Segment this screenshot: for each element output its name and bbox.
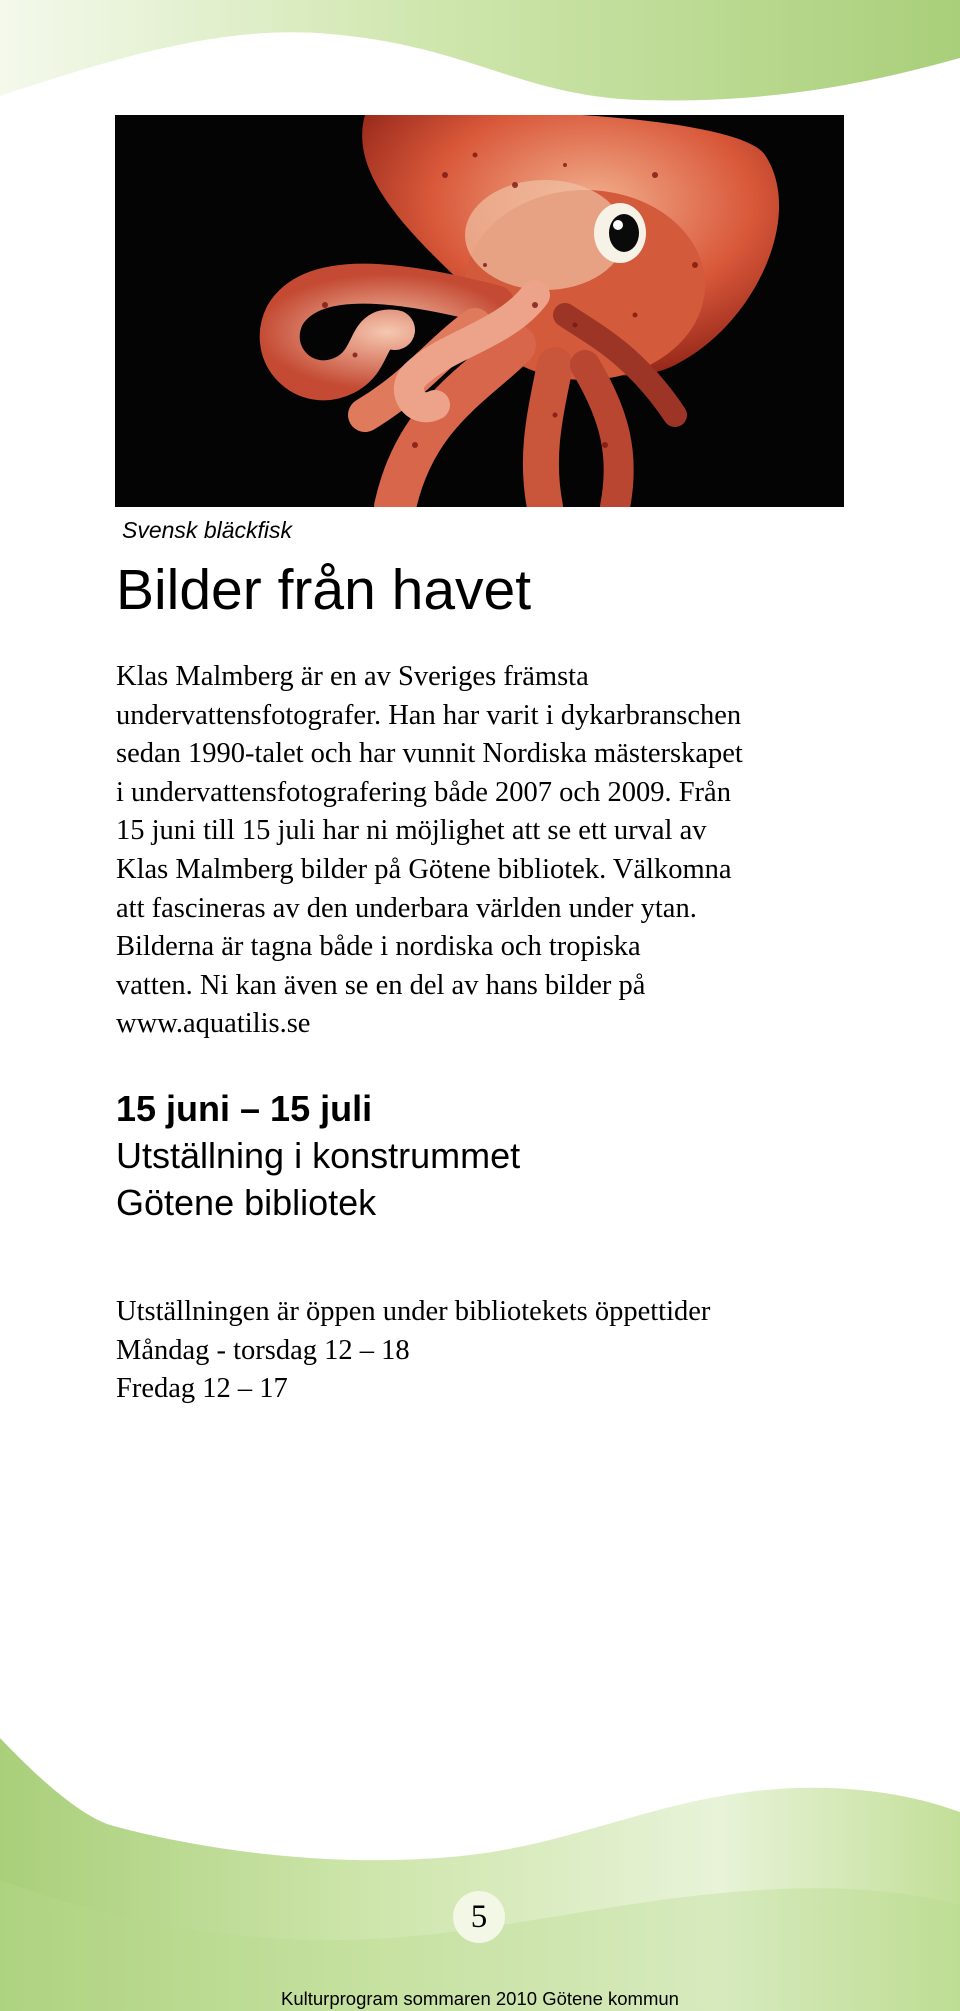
body-line: vatten. Ni kan även se en del av hans bilder på [116,969,646,1001]
opening-hours [116,1293,710,1409]
body-line: Klas Malmberg är en av Sveriges främsta [116,661,589,692]
squid-photo [115,115,844,507]
body-line: Klas Malmberg bilder på Götene bibliotek. Välkomna [116,853,732,885]
event-location: Götene bibliotek [116,1182,377,1223]
body-line-url: www.aquatilis.se [116,1008,311,1040]
body-line: i undervattensfotografering både 2007 och 2009. Från [116,776,731,808]
body-line: 15 juni till 15 juli har ni möjlighet att se ett urval av [116,815,707,847]
article-body [116,658,846,1044]
body-line: Bilderna är tagna både i nordiska och tropiska [116,931,641,963]
body-line: undervattensfotografer. Han har varit i dykarbranschen [116,699,742,731]
body-line: sedan 1990-talet och har vunnit Nordiska mästerskapet [116,738,743,770]
photo-caption: Svensk bläckfisk [122,517,293,543]
page-title: Bilder från havet [116,558,532,622]
event-description: Utställning i konstrummet [116,1135,521,1176]
page-number: 5 [453,1891,505,1943]
hours-friday: Fredag 12 – 17 [116,1373,288,1404]
bottom-wave-decoration [0,1720,960,2011]
hours-intro: Utställningen är öppen under bibliotekets öppettider [116,1296,711,1327]
event-info [116,1085,520,1226]
body-line: att fascineras av den underbara världen under ytan. [116,892,697,924]
event-date: 15 juni – 15 juli [116,1088,373,1129]
hours-weekdays: Måndag - torsdag 12 – 18 [116,1334,410,1366]
footer-text: Kulturprogram sommaren 2010 Götene kommun [281,1988,679,2009]
top-wave-decoration [0,0,960,110]
